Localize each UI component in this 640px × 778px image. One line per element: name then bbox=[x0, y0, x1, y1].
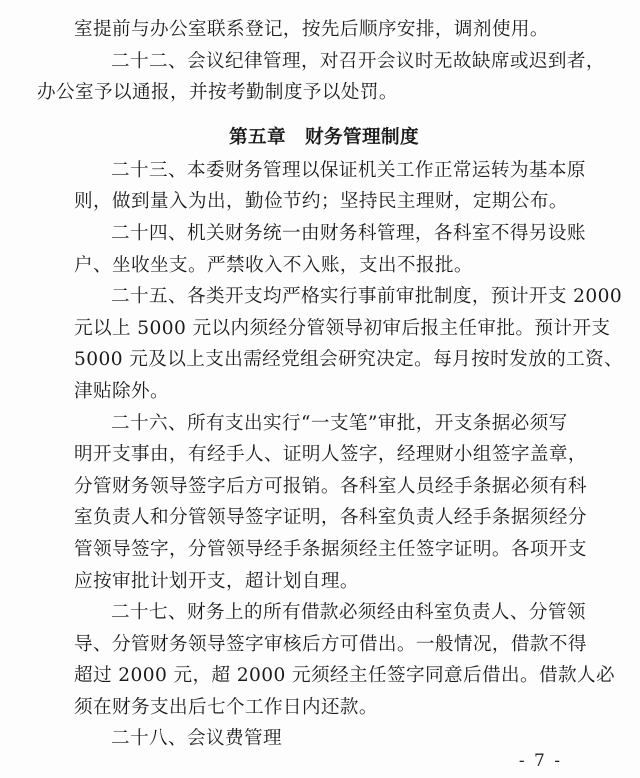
text-line: 则，做到量入为出，勤俭节约；坚持民主理财，定期公布。 bbox=[74, 191, 568, 213]
text-line: 导、分管财务领导签字审核后方可借出。一般情况，借款不得 bbox=[74, 633, 587, 655]
text-line: 户、坐收坐支。严禁收入不入账，支出不报批。 bbox=[74, 254, 473, 276]
text-line: 5000 元及以上支出需经党组会研究决定。每月按时发放的工资、 bbox=[74, 349, 624, 371]
paragraph-article-28 bbox=[74, 723, 574, 755]
text-line: 应按审批计划开支，超计划自理。 bbox=[74, 570, 359, 592]
text-line: 管领导签字，分管领导经手条据须经主任签字证明。各项开支 bbox=[74, 538, 587, 560]
paragraph-article-25 bbox=[74, 281, 624, 407]
paragraph-article-27 bbox=[74, 597, 615, 723]
text-line: 元以上 5000 元以内须经分管领导初审后报主任审批。预计开支 bbox=[74, 317, 611, 339]
text-line: 二十八、会议费管理 bbox=[111, 728, 282, 750]
text-line: 二十三、本委财务管理以保证机关工作正常运转为基本原 bbox=[111, 159, 586, 181]
document-body bbox=[37, 14, 624, 755]
paragraph-article-22 bbox=[37, 46, 605, 109]
text-line: 二十六、所有支出实行“一支笔”审批，开支条据必须写 bbox=[111, 412, 568, 434]
chapter-title: 第五章 财务管理制度 bbox=[229, 126, 419, 148]
text-line: 室负责人和分管领导签字证明，各科室负责人经手条据须经分 bbox=[74, 507, 587, 529]
paragraph-continuation bbox=[74, 14, 574, 46]
text-line: 室提前与办公室联系登记，按先后顺序安排，调剂使用。 bbox=[74, 19, 549, 40]
text-line: 须在财务支出后七个工作日内还款。 bbox=[74, 696, 378, 718]
paragraph-article-23 bbox=[74, 155, 586, 218]
text-line: 二十四、机关财务统一由财务科管理，各科室不得另设账 bbox=[111, 222, 586, 244]
paragraph-article-26 bbox=[74, 408, 587, 598]
paragraph-article-24 bbox=[74, 218, 586, 281]
text-line: 二十二、会议纪律管理，对召开会议时无故缺席或迟到者， bbox=[111, 50, 605, 72]
text-line: 超过 2000 元，超 2000 元须经主任签字同意后借出。借款人必 bbox=[74, 665, 615, 687]
text-line: 二十五、各类开支均严格实行事前审批制度，预计开支 2000 bbox=[111, 286, 623, 308]
text-line: 津贴除外。 bbox=[74, 380, 169, 402]
text-line: 办公室予以通报，并按考勤制度予以处罚。 bbox=[37, 82, 398, 104]
page-number: - 7 - bbox=[518, 751, 562, 771]
text-line: 明开支事由，有经手人、证明人签字，经理财小组签字盖章， bbox=[74, 444, 587, 466]
text-line: 分管财务领导签字后方可报销。各科室人员经手条据必须有科 bbox=[74, 475, 587, 497]
text-line: 二十七、财务上的所有借款必须经由科室负责人、分管领 bbox=[111, 602, 586, 624]
